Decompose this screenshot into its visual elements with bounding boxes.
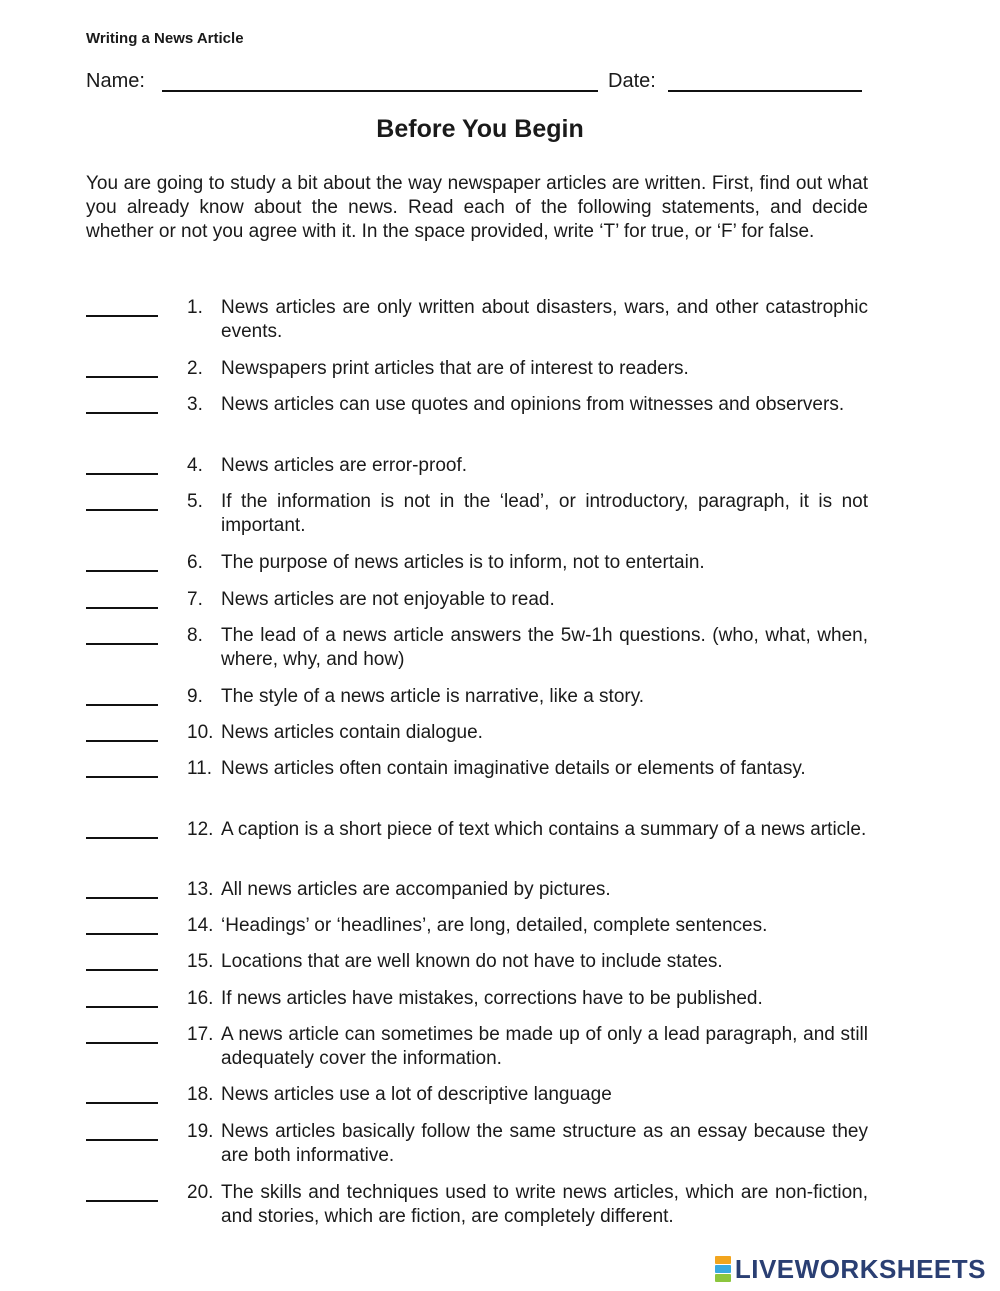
answer-blank-12[interactable] xyxy=(86,837,158,839)
page-title: Before You Begin xyxy=(376,115,584,143)
question-number: 16. xyxy=(187,988,214,1009)
name-date-row xyxy=(86,70,866,96)
name-label: Name: xyxy=(86,70,145,92)
question-number: 15. xyxy=(187,951,214,972)
question-number: 19. xyxy=(187,1121,214,1142)
name-input-line[interactable] xyxy=(162,90,598,92)
question-number: 6. xyxy=(187,552,203,573)
answer-blank-11[interactable] xyxy=(86,776,158,778)
answer-blank-15[interactable] xyxy=(86,969,158,971)
answer-blank-9[interactable] xyxy=(86,704,158,706)
answer-blank-14[interactable] xyxy=(86,933,158,935)
answer-blank-17[interactable] xyxy=(86,1042,158,1044)
question-text: The lead of a news article answers the 5w-1h questions. (who, what, when, where, why, and how) xyxy=(221,625,868,670)
question-text: A news article can sometimes be made up of only a lead paragraph, and still adequately cover the information. xyxy=(221,1024,868,1069)
question-text: All news articles are accompanied by pictures. xyxy=(221,879,611,900)
question-number: 18. xyxy=(187,1084,214,1105)
question-text: The skills and techniques used to write news articles, which are non-fiction, and stories, which are fiction, are completely different. xyxy=(221,1182,868,1227)
liveworksheets-logo-text: LIVEWORKSHEETS xyxy=(734,1253,986,1284)
question-text: ‘Headings’ or ‘headlines’, are long, detailed, complete sentences. xyxy=(221,915,768,936)
question-number: 3. xyxy=(187,394,203,415)
question-text: Locations that are well known do not have to include states. xyxy=(221,951,723,972)
question-text: News articles use a lot of descriptive language xyxy=(221,1084,612,1105)
question-number: 7. xyxy=(187,589,203,610)
answer-blank-10[interactable] xyxy=(86,740,158,742)
question-text: If the information is not in the ‘lead’, or introductory, paragraph, it is not important. xyxy=(221,491,868,536)
question-text: News articles are only written about disasters, wars, and other catastrophic events. xyxy=(221,297,868,342)
question-number: 8. xyxy=(187,625,203,646)
question-number: 4. xyxy=(187,455,203,476)
question-text: A caption is a short piece of text which contains a summary of a news article. xyxy=(221,819,867,840)
liveworksheets-logo-icon xyxy=(715,1256,731,1282)
answer-blank-16[interactable] xyxy=(86,1006,158,1008)
question-number: 20. xyxy=(187,1182,214,1203)
question-text: The style of a news article is narrative, like a story. xyxy=(221,686,645,707)
question-text: The purpose of news articles is to inform, not to entertain. xyxy=(221,552,705,573)
answer-blank-18[interactable] xyxy=(86,1102,158,1104)
question-text: News articles basically follow the same structure as an essay because they are both informative. xyxy=(221,1121,868,1166)
answer-blank-19[interactable] xyxy=(86,1139,158,1141)
date-label: Date: xyxy=(608,70,656,92)
question-number: 9. xyxy=(187,686,203,707)
question-text: News articles contain dialogue. xyxy=(221,722,483,743)
intro-paragraph: You are going to study a bit about the way newspaper articles are written. First, find out what you already know about the news. Read each of the following statements, and decide whether or not you agree with it. In the space provided, write ‘T’ for true, or ‘F’ for false. xyxy=(86,173,868,242)
question-number: 17. xyxy=(187,1024,214,1045)
worksheet-header-title: Writing a News Article xyxy=(86,30,244,47)
answer-blank-3[interactable] xyxy=(86,412,158,414)
answer-blank-8[interactable] xyxy=(86,643,158,645)
question-number: 14. xyxy=(187,915,214,936)
question-text: Newspapers print articles that are of interest to readers. xyxy=(221,358,689,379)
question-number: 1. xyxy=(187,297,203,318)
question-text: News articles often contain imaginative details or elements of fantasy. xyxy=(221,758,806,779)
answer-blank-5[interactable] xyxy=(86,509,158,511)
answer-blank-4[interactable] xyxy=(86,473,158,475)
question-number: 12. xyxy=(187,819,214,840)
question-number: 2. xyxy=(187,358,203,379)
question-number: 13. xyxy=(187,879,214,900)
answer-blank-7[interactable] xyxy=(86,607,158,609)
question-text: News articles are not enjoyable to read. xyxy=(221,589,555,610)
answer-blank-1[interactable] xyxy=(86,315,158,317)
answer-blank-20[interactable] xyxy=(86,1200,158,1202)
question-text: If news articles have mistakes, corrections have to be published. xyxy=(221,988,763,1009)
answer-blank-13[interactable] xyxy=(86,897,158,899)
question-text: News articles are error-proof. xyxy=(221,455,468,476)
question-number: 11. xyxy=(187,758,213,779)
date-input-line[interactable] xyxy=(668,90,862,92)
answer-blank-6[interactable] xyxy=(86,570,158,572)
question-text: News articles can use quotes and opinions from witnesses and observers. xyxy=(221,394,845,415)
question-number: 10. xyxy=(187,722,214,743)
liveworksheets-footer xyxy=(715,1254,986,1284)
answer-blank-2[interactable] xyxy=(86,376,158,378)
question-number: 5. xyxy=(187,491,203,512)
